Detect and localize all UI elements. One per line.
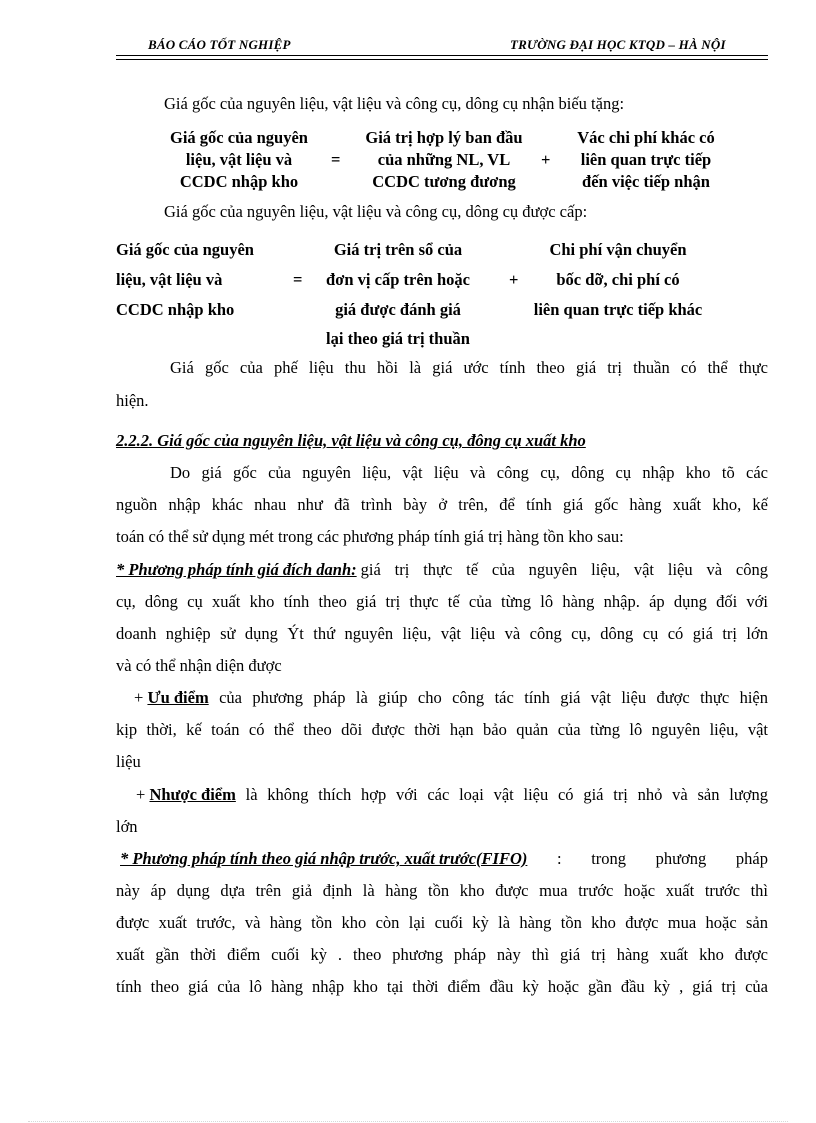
intro-line2: nguồn nhập khác nhau như đã trình bày ở trên, để tính giá gốc hàng xuất kho, kế bbox=[116, 495, 768, 514]
method2-line1 bbox=[120, 849, 768, 869]
method1-line2: cụ, dông cụ xuất kho tính theo giá trị thực tế của từng lô hàng nhập. áp dụng đối với bbox=[116, 592, 768, 611]
pros-line3: liệu bbox=[116, 752, 141, 771]
formula1-equals: = bbox=[331, 150, 341, 169]
formula2-term3-line3: liên quan trực tiếp khác bbox=[533, 300, 703, 319]
formula2-term3-line2: bốc dỡ, chi phí có bbox=[556, 270, 680, 289]
cons-prefix: + bbox=[136, 785, 150, 804]
intro-line3: toán có thể sử dụng mét trong các phương pháp tính giá trị hàng tồn kho sau: bbox=[116, 527, 624, 546]
formula1-term1-line2: liệu, vật liệu và bbox=[185, 150, 293, 169]
formula2-term1-line1: Giá gốc của nguyên bbox=[116, 240, 254, 259]
scrap-line2: hiện. bbox=[116, 391, 149, 410]
formula1-term3-line2: liên quan trực tiếp bbox=[580, 150, 712, 169]
intro-line1: Do giá gốc của nguyên liệu, vật liệu và công cụ, dông cụ nhập kho tõ các bbox=[170, 463, 768, 482]
header-right: TRƯỜNG ĐẠI HỌC KTQD – HÀ NỘI bbox=[510, 37, 726, 52]
method2-line1-text: : trong phương pháp bbox=[527, 849, 768, 868]
cons-line2: lớn bbox=[116, 817, 138, 836]
method2-line5: tính theo giá của lô hàng nhập kho tại thời điểm đầu kỳ hoặc gần đầu kỳ , giá trị của bbox=[116, 977, 768, 996]
formula2-term2-line3: giá được đánh giá bbox=[335, 300, 461, 319]
method2-line4: xuất gần thời điểm cuối kỳ . theo phương pháp này thì giá trị hàng xuất kho được bbox=[116, 945, 768, 964]
formula2-term1-line3: CCDC nhập kho bbox=[116, 300, 235, 319]
method2-line2: này áp dụng dựa trên giả định là hàng tồn kho được mua trước hoặc xuất trước thì bbox=[116, 881, 768, 900]
pros-line2: kịp thời, kế toán có thể theo dõi được thời hạn bảo quản của từng lô nguyên liệu, vật bbox=[116, 720, 768, 739]
cons-line1-text: là không thích hợp với các loại vật liệu có giá trị nhỏ và sản lượng bbox=[235, 785, 768, 804]
method1-line1 bbox=[116, 560, 768, 580]
method2-title: * Phương pháp tính theo giá nhập trước, xuất trước(FIFO) bbox=[120, 849, 528, 868]
header-rule-thick bbox=[116, 55, 768, 56]
formula2-term2-line4: lại theo giá trị thuần bbox=[326, 329, 470, 348]
formula1-term1-line3: CCDC nhập kho bbox=[179, 172, 299, 191]
formula2-equals: = bbox=[293, 270, 303, 289]
formula1-term2-line1: Giá trị hợp lý ban đầu bbox=[365, 128, 523, 147]
pros-prefix: + bbox=[134, 688, 148, 707]
formula2-term2-line1: Giá trị trên sổ của bbox=[333, 240, 463, 259]
formula1-term3-line1: Vác chi phí khác có bbox=[577, 128, 715, 147]
method1-line1-text: giá trị thực tế của nguyên liệu, vật liệu và công bbox=[360, 560, 768, 579]
formula2-term2-line2: đơn vị cấp trên hoặc bbox=[326, 270, 470, 289]
cons-line1 bbox=[136, 785, 768, 805]
method2-line3: được xuất trước, và hàng tồn kho còn lại cuối kỳ là hàng tồn kho được mua hoặc sản bbox=[116, 913, 768, 932]
formula1-plus: + bbox=[541, 150, 551, 169]
method1-line4: và có thể nhận diện được bbox=[116, 656, 282, 675]
header-rule-thin bbox=[116, 59, 768, 60]
formula2-plus: + bbox=[509, 270, 519, 289]
formula1-term3-line3: đến việc tiếp nhận bbox=[582, 172, 710, 191]
pros-line1 bbox=[134, 688, 768, 708]
section2-intro: Giá gốc của nguyên liệu, vật liệu và công cụ, dông cụ được cấp: bbox=[164, 202, 588, 221]
formula1-term2-line2: của những NL, VL bbox=[377, 150, 511, 169]
section-heading-2-2-2: 2.2.2. Giá gốc của nguyên liệu, vật liệu và công cụ, đông cụ xuất kho bbox=[116, 431, 586, 450]
pros-label: Ưu điểm bbox=[147, 688, 209, 707]
formula1-term1-line1: Giá gốc của nguyên bbox=[170, 128, 308, 147]
formula1-term2-line3: CCDC tương đương bbox=[372, 172, 516, 191]
page-bottom-border bbox=[28, 1121, 788, 1122]
scrap-line1: Giá gốc của phế liệu thu hồi là giá ước tính theo giá trị thuần có thể thực bbox=[170, 358, 768, 377]
cons-label: Nhược điểm bbox=[149, 785, 236, 804]
pros-line1-text: của phương pháp là giúp cho công tác tính giá vật liệu được thực hiện bbox=[208, 688, 768, 707]
method1-line3: doanh nghiệp sử dụng Ýt thứ nguyên liệu, vật liệu và công cụ, dông cụ có giá trị lớn bbox=[116, 624, 768, 643]
section1-intro: Giá gốc của nguyên liệu, vật liệu và công cụ, dông cụ nhận biếu tặng: bbox=[164, 94, 625, 113]
header-left: BÁO CÁO TỐT NGHIỆP bbox=[148, 37, 291, 52]
method1-title: * Phương pháp tính giá đích danh: bbox=[116, 560, 357, 579]
formula2-term1-line2: liệu, vật liệu và bbox=[116, 270, 223, 289]
formula2-term3-line1: Chi phí vận chuyển bbox=[549, 240, 687, 259]
